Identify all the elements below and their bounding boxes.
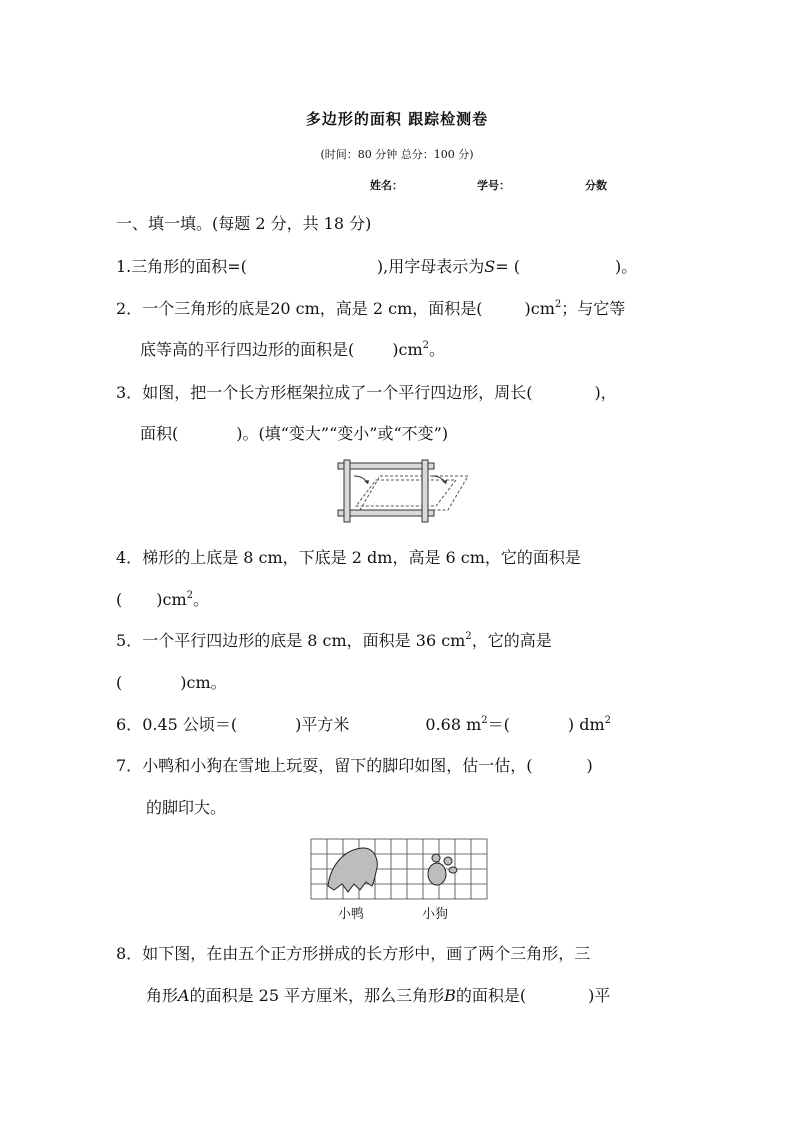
question-number: 5． xyxy=(116,631,143,650)
question-2: 2．一个三角形的底是20 cm，高是 2 cm，面积是( )$cm^2$；与它等 xyxy=(116,298,626,318)
question-8: 8．如下图，在由五个正方形拼成的长方形中，画了两个三角形，三 xyxy=(116,944,591,963)
footprint-grid-figure xyxy=(310,838,490,924)
question-1: 1.三角形的面积=( ),用字母表示为S= ( )。 xyxy=(116,257,638,276)
frame-figure xyxy=(336,458,478,524)
question-number: 4． xyxy=(116,548,143,567)
duck-footprint xyxy=(328,848,377,892)
exam-info: (时间：80 分钟 总分：100 分) xyxy=(320,148,474,161)
question-4: 4．梯形的上底是 8 cm，下底是 2 dm，高是 6 cm，它的面积是 xyxy=(116,548,581,567)
name-label: 姓名： xyxy=(370,179,403,192)
page-title: 多边形的面积 跟踪检测卷 xyxy=(305,110,489,128)
dog-footprint-toe xyxy=(432,854,440,862)
dog-footprint-pad xyxy=(428,863,446,885)
dog-footprint-toe xyxy=(449,867,457,873)
question-4-line-2: ( )$cm^2$。 xyxy=(116,589,210,609)
score-label: 分数 xyxy=(585,179,607,192)
question-5: 5．一个平行四边形的底是 8 cm，面积是 36 $cm^2$，它的高是 xyxy=(116,630,552,650)
question-3: 3．如图，把一个长方形框架拉成了一个平行四边形，周长( )， xyxy=(116,383,617,402)
question-number: 8． xyxy=(116,944,143,963)
question-8-line-2: 角形A的面积是 25 平方厘米，那么三角形B的面积是( )平 xyxy=(146,986,611,1005)
question-2-line-2: 底等高的平行四边形的面积是( )$cm^2$。 xyxy=(140,339,446,359)
question-number: 7． xyxy=(116,756,143,775)
question-number: 2． xyxy=(116,299,143,318)
question-number: 3． xyxy=(116,383,143,402)
student-id-label: 学号： xyxy=(477,179,510,192)
question-7: 7．小鸭和小狗在雪地上玩耍，留下的脚印如图，估一估，( ) xyxy=(116,756,593,775)
question-6: 6．0.45 公顷＝( )平方米 0.68 $m^2=$( ) $dm^2$ xyxy=(116,714,612,734)
question-3-line-2: 面积( )。(填“变大”“变小”或“不变”) xyxy=(140,424,449,443)
dog-label: 小狗 xyxy=(422,906,449,921)
question-5-line-2: ( )cm。 xyxy=(116,673,227,692)
question-number: 6． xyxy=(116,715,143,734)
section-heading: 一、填一填。(每题 2 分，共 18 分) xyxy=(116,214,372,233)
question-number: 1. xyxy=(116,257,132,276)
dog-footprint-toe xyxy=(444,857,452,865)
question-7-line-2: 的脚印大。 xyxy=(146,798,227,817)
duck-label: 小鸭 xyxy=(338,906,365,921)
